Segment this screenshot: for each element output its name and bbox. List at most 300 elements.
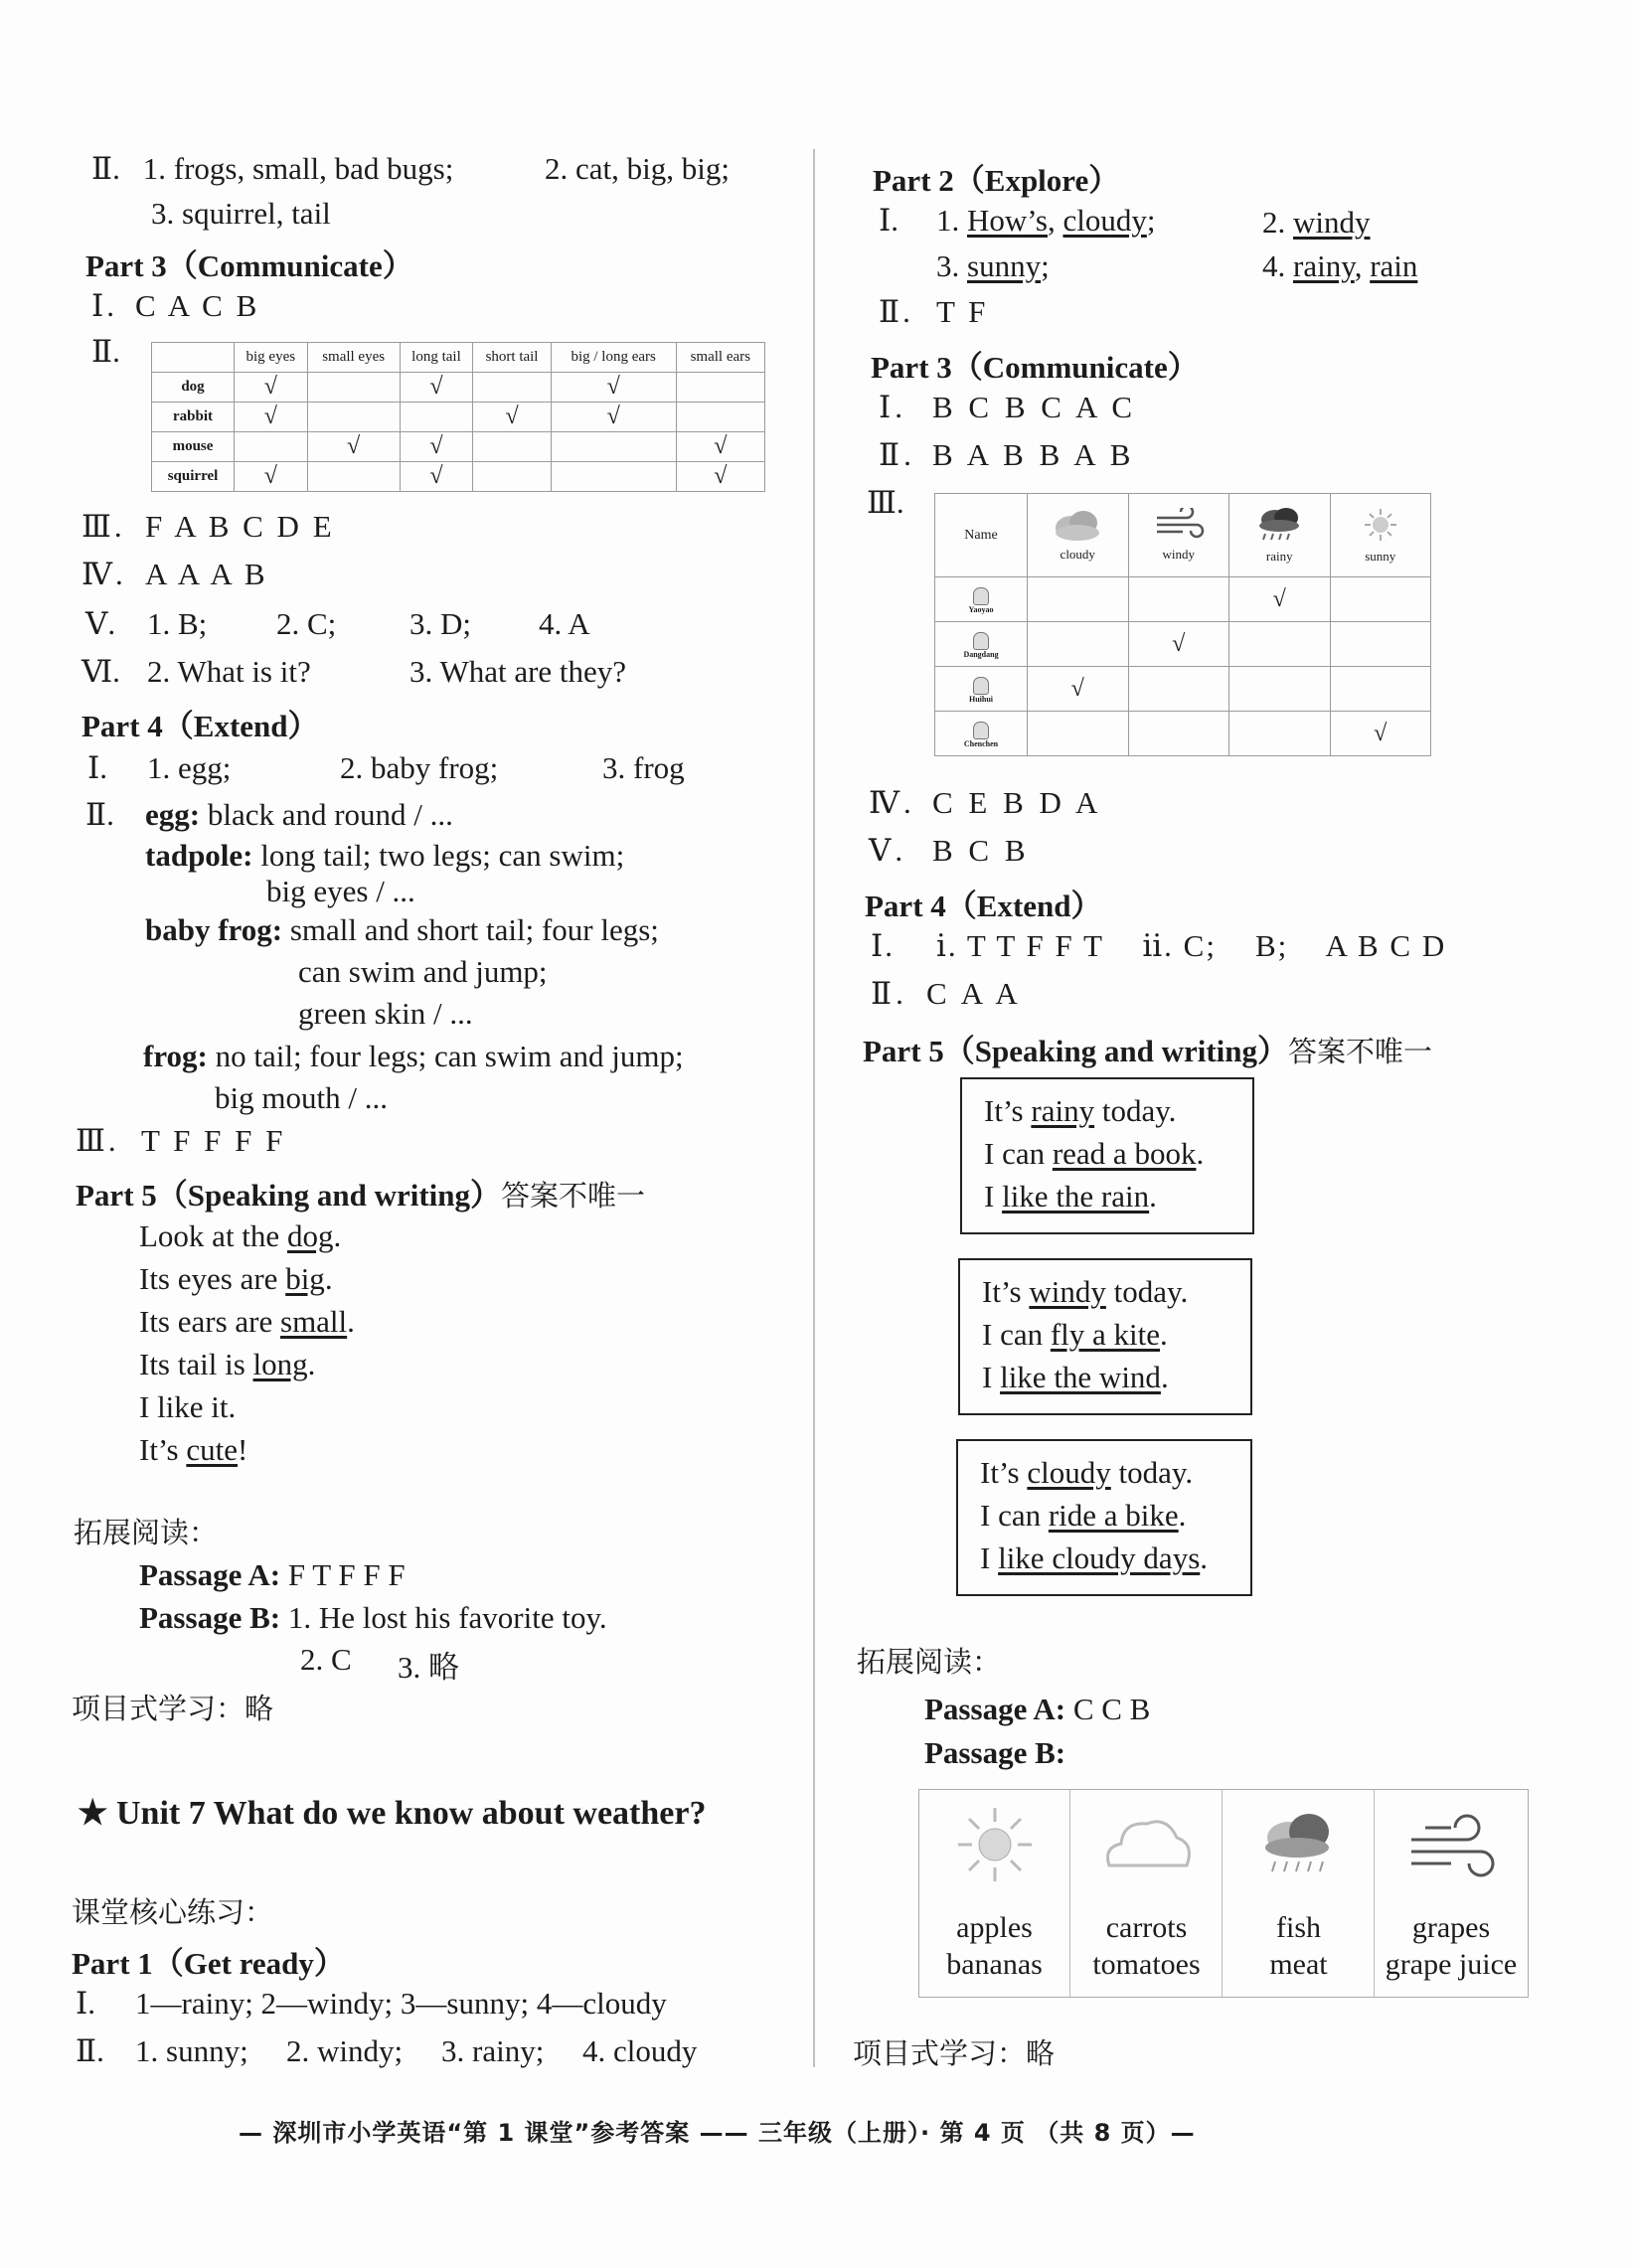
line (139, 1215, 355, 1257)
roman-mark: Ⅰ. (871, 928, 895, 963)
table-cell (400, 403, 473, 432)
text: today. (1094, 1093, 1177, 1128)
roman-mark: Ⅰ. (879, 390, 906, 424)
food-list (1224, 1909, 1374, 1983)
cloudy-header (1028, 494, 1129, 577)
underlined-word: cloudy (1062, 203, 1147, 238)
rainy-header (1229, 494, 1331, 577)
answer: 3. D; (409, 606, 471, 641)
check-mark: √ (1172, 630, 1186, 657)
underlined-word: big (285, 1261, 325, 1296)
passage-b-weather-foods (918, 1789, 1529, 1998)
right-passage-a (924, 1692, 1150, 1727)
row-header: squirrel (152, 462, 235, 492)
left-p3-iii (82, 509, 335, 545)
check-mark: √ (1070, 675, 1084, 702)
roman-mark: Ⅰ. (91, 288, 117, 323)
table-cell (307, 373, 400, 403)
table-cell (1330, 667, 1431, 712)
passage-a (139, 1557, 406, 1593)
underlined-word: How’s (967, 203, 1048, 238)
person-cell (935, 622, 1028, 667)
underlined-word: ride a bike (1048, 1498, 1179, 1533)
avatar (973, 632, 989, 650)
table-cell (1128, 712, 1229, 756)
person-name: Dangdang (963, 649, 999, 659)
underlined-word: read a book (1052, 1136, 1197, 1171)
table-cell (551, 403, 676, 432)
heading: Part 5（Speaking and writing） (76, 1178, 502, 1213)
column-header: long tail (400, 343, 473, 373)
answer: 3. 略 (398, 1650, 459, 1685)
table-cell (1128, 577, 1229, 622)
column-header: small eyes (307, 343, 400, 373)
term: frog: (143, 1039, 208, 1073)
heading: Part 5（Speaking and writing） (863, 1034, 1289, 1068)
definition: long tail; two legs; can swim; (260, 838, 625, 873)
table-cell (400, 462, 473, 492)
definition: green skin / ... (298, 996, 473, 1031)
extended-reading-title: 拓展阅读： (74, 1516, 219, 1549)
avatar (973, 722, 989, 739)
row-header: rabbit (152, 403, 235, 432)
rainy-food-cell (1224, 1790, 1375, 1997)
left-part1-title: Part 1（Get ready） (72, 1946, 345, 1981)
underlined-word: long (252, 1347, 308, 1381)
rainy-icon (1253, 506, 1305, 544)
underlined-word: like the wind (1000, 1360, 1161, 1394)
text: 1. (936, 203, 967, 238)
weather-label: cloudy (1060, 547, 1095, 562)
underlined-word: rain (1370, 248, 1418, 283)
answer: T F (936, 294, 989, 329)
answer: B C B (932, 833, 1030, 868)
person-cell (935, 667, 1028, 712)
table-row (152, 432, 765, 462)
table-cell (235, 373, 308, 403)
roman-mark: Ⅱ. (91, 151, 120, 186)
check-mark: √ (505, 404, 519, 429)
roman-mark: Ⅳ. (82, 557, 126, 591)
weather-label: rainy (1265, 549, 1293, 564)
roman-mark: Ⅱ. (879, 437, 915, 472)
answer: 4. cloudy (582, 2033, 698, 2068)
avatar (973, 677, 989, 695)
table-cell (1128, 622, 1229, 667)
table-row (935, 622, 1431, 667)
weather-label: windy (1162, 547, 1195, 562)
person-name: Huihui (968, 694, 993, 704)
food-item: meat (1269, 1948, 1328, 1981)
left-p4-iii (76, 1123, 285, 1159)
food-list (919, 1909, 1069, 1983)
term: tadpole: (145, 838, 253, 873)
person-cell (935, 577, 1028, 622)
text: 4. (1262, 248, 1293, 283)
table-cell (235, 432, 308, 462)
table-cell (1028, 667, 1129, 712)
table-row (935, 667, 1431, 712)
text: . (347, 1304, 355, 1339)
answer-box-rainy (960, 1077, 1254, 1234)
line (982, 1270, 1228, 1313)
text: , (1354, 248, 1371, 283)
line (984, 1132, 1230, 1175)
underlined-word: small (280, 1304, 348, 1339)
roman-mark: Ⅳ. (869, 785, 915, 820)
text: . (1160, 1360, 1169, 1394)
line (139, 1300, 355, 1343)
note: 答案不唯一 (1288, 1035, 1433, 1068)
text: I (980, 1540, 999, 1575)
text: I (982, 1360, 1001, 1394)
table-cell (400, 432, 473, 462)
definition: no tail; four legs; can swim and jump; (215, 1039, 684, 1073)
avatar (973, 587, 989, 605)
table-row (152, 403, 765, 432)
line (980, 1451, 1228, 1494)
left-p3-i (91, 288, 259, 324)
roman-mark: Ⅲ. (82, 509, 125, 544)
underlined-word: like cloudy days (998, 1540, 1201, 1575)
answer: 3. rainy; (441, 2033, 545, 2068)
answer (1262, 205, 1371, 241)
roman-mark: Ⅴ. (85, 606, 116, 641)
definition: can swim and jump; (298, 954, 548, 989)
windy-icon (1401, 1800, 1501, 1889)
table-header-row (935, 494, 1431, 577)
label: Passage A: (139, 1557, 281, 1592)
left-part4-title: Part 4（Extend） (82, 709, 319, 743)
text: . (324, 1261, 333, 1296)
text: today. (1105, 1274, 1189, 1309)
project-learning: 项目式学习：略 (72, 1692, 274, 1725)
star-icon: ★ (78, 1795, 108, 1832)
check-mark: √ (347, 433, 361, 459)
underlined-word: cloudy (1027, 1455, 1111, 1490)
cloudy-food-cell (1071, 1790, 1223, 1997)
answer (1262, 248, 1417, 284)
weather-label: sunny (1365, 549, 1396, 564)
text: I can (982, 1317, 1051, 1352)
term: egg: (145, 797, 201, 832)
answer: 4. A (539, 606, 590, 641)
check-mark: √ (606, 404, 620, 429)
answer: 2. baby frog; (340, 750, 499, 785)
table-cell (551, 373, 676, 403)
answer (936, 248, 1050, 284)
egg-line (145, 797, 453, 833)
answer: 1. B; (147, 606, 208, 641)
right-passage-b: Passage B: (924, 1735, 1066, 1770)
animal-features-table (151, 342, 765, 492)
food-item: grapes (1411, 1911, 1491, 1944)
answer: F A B C D E (145, 509, 335, 544)
food-item: fish (1276, 1911, 1321, 1944)
table-cell (676, 462, 764, 492)
line (984, 1175, 1230, 1217)
column-header: short tail (473, 343, 552, 373)
cloudy-icon (1097, 1804, 1197, 1883)
text: It’s (984, 1093, 1032, 1128)
text: ; (1041, 248, 1050, 283)
food-item: apples (956, 1911, 1033, 1944)
text: Look at the (139, 1218, 287, 1253)
table-cell (1028, 622, 1129, 667)
right-part5-title (863, 1026, 1432, 1070)
roman-mark: Ⅴ. (869, 833, 907, 868)
right-p3-ii (879, 437, 1134, 473)
roman-mark: Ⅱ. (91, 334, 120, 369)
text: . (1160, 1317, 1168, 1352)
roman-mark: Ⅲ. (867, 485, 904, 520)
roman-mark: Ⅰ. (76, 1986, 95, 2021)
definition: big eyes / ... (266, 874, 415, 908)
check-mark: √ (606, 374, 620, 400)
answer-box-cloudy (956, 1439, 1252, 1596)
text: , (1047, 203, 1063, 238)
answer: 2. What is it? (147, 654, 311, 689)
right-part4-title: Part 4（Extend） (865, 889, 1102, 923)
windy-food-cell (1376, 1790, 1527, 1997)
right-p3-v (869, 833, 1030, 869)
text: . (333, 1218, 342, 1253)
roman-mark: Ⅰ. (87, 750, 107, 785)
text: . (1178, 1498, 1187, 1533)
line (982, 1313, 1228, 1356)
text: . (1196, 1136, 1205, 1171)
corner-cell (152, 343, 235, 373)
left-part3-title: Part 3（Communicate） (85, 248, 413, 283)
definition: small and short tail; four legs; (289, 912, 659, 947)
table-row (152, 462, 765, 492)
windy-header (1128, 494, 1229, 577)
line (984, 1089, 1230, 1132)
right-project-learning: 项目式学习：略 (853, 2036, 1056, 2070)
sunny-icon (950, 1800, 1040, 1889)
line (139, 1428, 355, 1471)
sunny-header (1330, 494, 1431, 577)
roman-mark: Ⅱ. (76, 2033, 104, 2068)
row-header: mouse (152, 432, 235, 462)
table-cell (307, 462, 400, 492)
column-header: big / long ears (551, 343, 676, 373)
column-header: small ears (676, 343, 764, 373)
row-header: dog (152, 373, 235, 403)
check-mark: √ (429, 374, 443, 400)
right-p2-ii (879, 294, 988, 330)
answer: 1. He lost his favorite toy. (287, 1600, 607, 1635)
text: . (307, 1347, 316, 1381)
table-cell (676, 403, 764, 432)
text: Its ears are (139, 1304, 280, 1339)
roman-mark: Ⅰ. (879, 203, 898, 238)
left-p4-i (87, 750, 231, 786)
line: I like it. (139, 1389, 237, 1424)
frog-line (143, 1039, 684, 1074)
sunny-icon (1355, 506, 1406, 544)
underlined-word: dog (286, 1218, 334, 1253)
table-cell (1229, 622, 1331, 667)
right-part3-title: Part 3（Communicate） (871, 350, 1199, 385)
answer: C C B (1072, 1692, 1151, 1726)
text: . (1149, 1179, 1157, 1214)
name-header: Name (935, 494, 1028, 577)
answer: C A A (926, 976, 1022, 1011)
baby-frog-line (145, 912, 659, 948)
answer: 3. What are they? (409, 654, 627, 689)
table-cell (400, 373, 473, 403)
line (980, 1537, 1228, 1579)
answer: B C B C A C (932, 390, 1137, 424)
windy-icon (1153, 508, 1205, 542)
text: It’s (982, 1274, 1030, 1309)
check-mark: √ (429, 433, 443, 459)
answer: ⅰ. T T F F T ⅱ. C; B; A B C D (936, 928, 1447, 963)
table-cell (473, 462, 552, 492)
text: Its tail is (139, 1347, 253, 1381)
food-item: grape juice (1385, 1948, 1518, 1981)
food-list (1376, 1909, 1527, 1983)
table-cell (1028, 712, 1129, 756)
column-header: big eyes (235, 343, 308, 373)
underlined-word: fly a kite (1050, 1317, 1161, 1352)
check-mark: √ (714, 463, 728, 489)
left-writing-lines (139, 1215, 355, 1471)
answer: 2. C (300, 1642, 352, 1677)
text: I can (984, 1136, 1053, 1171)
food-item: bananas (946, 1948, 1043, 1981)
answer: 1. frogs, small, bad bugs; (142, 151, 454, 186)
answer: A A A B (145, 557, 268, 591)
food-list (1071, 1909, 1222, 1983)
underlined-word: sunny (967, 248, 1042, 283)
check-mark: √ (714, 433, 728, 459)
left-p3-vi (82, 654, 311, 690)
check-mark: √ (1272, 585, 1286, 612)
rainy-icon (1249, 1800, 1349, 1889)
person-cell (935, 712, 1028, 756)
check-mark: √ (429, 463, 443, 489)
answer: T F F F F (141, 1123, 286, 1158)
right-p3-iv (869, 785, 1101, 821)
answer: C E B D A (932, 785, 1102, 820)
underlined-word: windy (1293, 205, 1371, 240)
text: . (1200, 1540, 1209, 1575)
line (139, 1343, 355, 1385)
table-cell (235, 403, 308, 432)
sunny-food-cell (919, 1790, 1070, 1997)
answer: 3. frog (602, 750, 685, 785)
underlined-word: rainy (1031, 1093, 1095, 1128)
person-name: Chenchen (963, 738, 999, 748)
food-item: tomatoes (1092, 1948, 1201, 1981)
cloudy-icon (1052, 508, 1103, 542)
label: Passage B: (139, 1600, 281, 1635)
answer: 1—rainy; 2—windy; 3—sunny; 4—cloudy (135, 1986, 667, 2021)
passage-b (139, 1600, 607, 1636)
table-cell (1330, 577, 1431, 622)
right-p2-i (879, 203, 1155, 239)
check-mark: √ (263, 374, 277, 400)
table-cell (307, 432, 400, 462)
line (980, 1494, 1228, 1537)
answer: 1. egg; (147, 750, 232, 785)
table-cell (473, 373, 552, 403)
text: ; (1146, 203, 1156, 238)
table-cell (473, 432, 552, 462)
core-practice-title: 课堂核心练习： (72, 1895, 274, 1929)
right-part2-title: Part 2（Explore） (873, 163, 1120, 198)
column-divider (813, 149, 815, 2067)
line (982, 1356, 1228, 1398)
table-cell (1330, 712, 1431, 756)
table-cell (235, 462, 308, 492)
right-p4-i (871, 928, 1446, 964)
table-cell (1229, 667, 1331, 712)
table-row (152, 373, 765, 403)
table-cell (1229, 712, 1331, 756)
answer: F T F F F (287, 1557, 406, 1592)
table-cell (1330, 622, 1431, 667)
roman-mark: Ⅱ. (85, 797, 114, 832)
right-extended-reading-title: 拓展阅读： (857, 1645, 1002, 1679)
left-p1-i (76, 1986, 667, 2022)
table-row (935, 712, 1431, 756)
underlined-word: windy (1029, 1274, 1106, 1309)
left-p3-v (85, 606, 207, 642)
right-p3-i (879, 390, 1136, 425)
label: Passage A: (924, 1692, 1066, 1726)
text: 3. (936, 248, 967, 283)
food-item: carrots (1105, 1911, 1188, 1944)
table-header-row (152, 343, 765, 373)
text: It’s (139, 1432, 187, 1467)
answer: 1. sunny; (135, 2033, 248, 2068)
heading: Unit 7 What do we know about weather? (115, 1795, 707, 1832)
text: It’s (980, 1455, 1028, 1490)
line (139, 1257, 355, 1300)
answer: 2. cat, big, big; (545, 151, 730, 186)
check-mark: √ (263, 463, 277, 489)
text: 2. (1262, 205, 1293, 240)
term: baby frog: (145, 912, 283, 947)
roman-mark: Ⅱ. (879, 294, 913, 329)
underlined-word: cute (186, 1432, 239, 1467)
text: I (984, 1179, 1003, 1214)
table-row (935, 577, 1431, 622)
left-part5-title (76, 1170, 645, 1215)
text: ! (238, 1432, 248, 1467)
roman-mark: Ⅵ. (82, 654, 120, 689)
text: Its eyes are (139, 1261, 286, 1296)
tadpole-line (145, 838, 624, 874)
check-mark: √ (263, 404, 277, 429)
table-cell (1128, 667, 1229, 712)
table-cell (1028, 577, 1129, 622)
left-part2-ii (91, 151, 453, 187)
left-p3-iv (82, 557, 268, 592)
table-cell (551, 432, 676, 462)
text: I can (980, 1498, 1049, 1533)
table-cell (676, 373, 764, 403)
answer: 2. windy; (286, 2033, 404, 2068)
table-cell (307, 403, 400, 432)
roman-mark: Ⅲ. (76, 1123, 119, 1158)
page-footer: — 深圳市小学英语“第 1 课堂”参考答案 —— 三年级（上册）· 第 4 页 （共 8 页）— (239, 2119, 1196, 2147)
right-p4-ii (871, 976, 1022, 1012)
answer-box-windy (958, 1258, 1252, 1415)
